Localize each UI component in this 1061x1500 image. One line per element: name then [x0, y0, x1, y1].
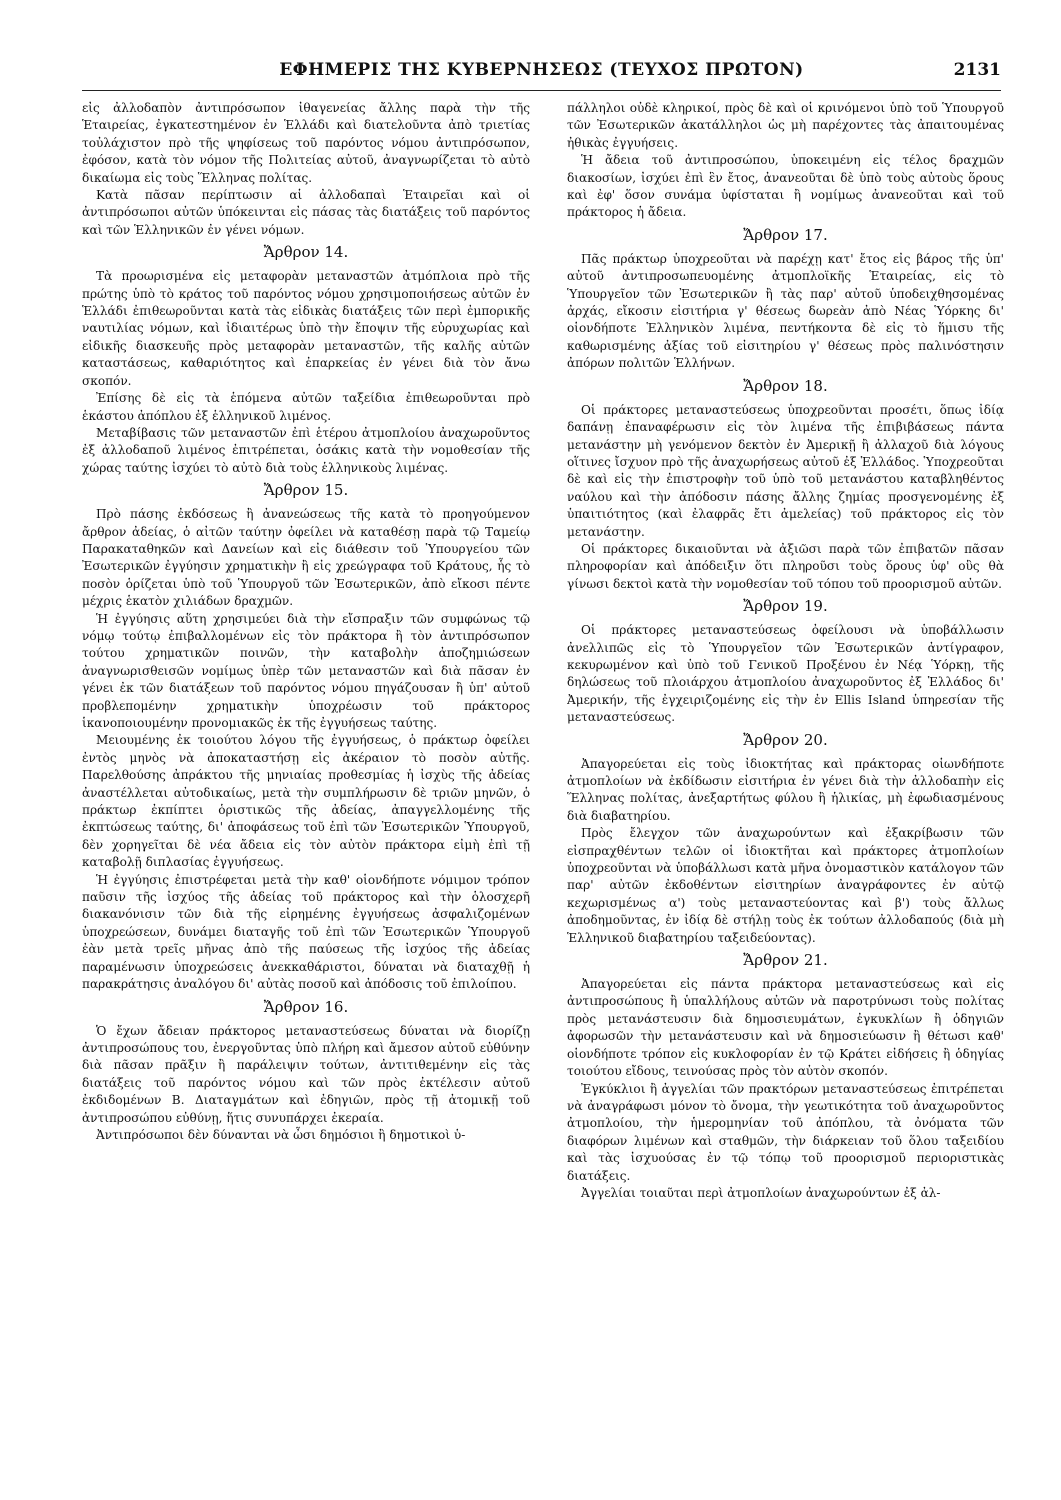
paragraph: Οἱ πράκτορες δικαιοῦνται νὰ ἀξιῶσι παρὰ τῶν ἐπιβατῶν πᾶσαν πληροφορίαν καὶ ἀπόδειξιν ὅτι πληροῦσι τοὺς ὅρους ὑφ' οὓς θὰ γίνωσι δεκτοὶ κατὰ τὴν νομοθεσίαν τοῦ τόπου τοῦ προορισμοῦ αὐτῶν.: [567, 541, 1004, 591]
paragraph: Οἱ πράκτορες μεταναστεύσεως ὑποχρεοῦνται προσέτι, ὅπως ἰδίᾳ δαπάνῃ ἐπαναφέρωσιν εἰς τὸν λιμένα τῆς ἐπιβιβάσεως πάντα μετανάστην μὴ γενόμενον δεκτὸν ἐν Ἀμερικῇ ἢ ἀλλαχοῦ διὰ λόγους οἵτινες ἴσχυον πρὸ τῆς ἀναχωρήσεως αὐτοῦ ἐξ Ἑλλάδος. Ὑποχρεοῦται δὲ καὶ εἰς τὴν ἐπιστροφὴν τοῦ ὑπὸ τοῦ μετανάστου καταβληθέντος ναύλου καὶ τὴν ἀπόδοσιν πάσης ἄλλης ζημίας προσγενομένης ἐξ ὑπαιτιότητος (καὶ ἐλαφρᾶς ἔτι ἀμελείας) τοῦ πράκτορος εἰς τὸν μετανάστην.: [567, 402, 1004, 539]
paragraph: Ἀπαγορεύεται εἰς πάντα πράκτορα μεταναστεύσεως καὶ εἰς ἀντιπροσώπους ἢ ὑπαλλήλους αὐτῶν νὰ παροτρύνωσι τοὺς πολίτας πρὸς μετανάστευσιν διὰ δημοσιευμάτων, ἐγκυκλίων ἢ ὁδηγιῶν ἀφορωσῶν τὴν μετανάστευσιν καὶ νὰ δημοσιεύωσιν ἢ θέτωσι καθ' οἱονδήποτε τρόπον εἰς κυκλοφορίαν ἐν τῷ Κράτει εἰδήσεις ἢ ὁδηγίας τοιούτου εἴδους, τεινούσας πρὸς τὸν αὐτὸν σκοπόν.: [567, 977, 1004, 1079]
paragraph: Ἡ ἄδεια τοῦ ἀντιπροσώπου, ὑποκειμένη εἰς τέλος δραχμῶν διακοσίων, ἰσχύει ἐπὶ ἓν ἔτος, ἀνανεοῦται δὲ ὑπὸ τοὺς αὐτοὺς ὅρους καὶ ἐφ' ὅσον συνάμα ὑφίσταται ἢ νομίμως ἀνανεοῦται καὶ τοῦ πράκτορος ἡ ἄδεια.: [567, 153, 1004, 220]
paragraph: Κατὰ πᾶσαν περίπτωσιν αἱ ἀλλοδαπαὶ Ἑταιρεῖαι καὶ οἱ ἀντιπρόσωποι αὐτῶν ὑπόκεινται εἰς πάσας τὰς διατάξεις τοῦ παρόντος καὶ τῶν Ἑλληνικῶν ἐν γένει νόμων.: [82, 188, 530, 237]
article-heading-16: Ἄρθρον 16.: [263, 997, 349, 1016]
paragraph: Μεταβίβασις τῶν μεταναστῶν ἐπὶ ἑτέρου ἀτμοπλοίου ἀναχωροῦντος ἐξ ἀλλοδαποῦ λιμένος ἐπιτρέπεται, ὁσάκις κατὰ τὴν νομοθεσίαν τῆς χώρας ταύτης ἰσχύει τὸ αὐτὸ διὰ τοὺς ἑλληνικοὺς λιμένας.: [82, 425, 530, 475]
paragraph: Οἱ πράκτορες μεταναστεύσεως ὀφείλουσι νὰ ὑποβάλλωσιν ἀνελλιπῶς εἰς τὸ Ὑπουργεῖον τῶν Ἐσωτερικῶν ἀντίγραφον, κεκυρωμένον καὶ ὑπὸ τοῦ Γενικοῦ Προξένου ἐν Νέᾳ Ὑόρκῃ, τῆς δηλώσεως τοῦ πλοιάρχου ἀτμοπλοίου ἀναχωροῦντος ἐξ Ἑλλάδος δι' Ἀμερικήν, τῆς ἐγχειριζομένης εἰς τὴν ἐν Ellis Island ὑπηρεσίαν τῆς μεταναστεύσεως.: [567, 623, 1004, 725]
paragraph: Ἐπίσης δὲ εἰς τὰ ἑπόμενα αὐτῶν ταξείδια ἐπιθεωροῦνται πρὸ ἑκάστου ἀπόπλου ἐξ ἑλληνικοῦ λιμένος.: [82, 391, 530, 423]
paragraph: εἰς ἀλλοδαπὸν ἀντιπρόσωπον ἰθαγενείας ἄλλης παρὰ τὴν τῆς Ἑταιρείας, ἐγκατεστημένον ἐν Ἑλλάδι καὶ διατελοῦντα ἀπὸ τριετίας τοὐλάχιστον πρὸ τῆς ψηφίσεως τοῦ παρόντος νόμου ἀντιπρόσωπον, ἐφόσον, κατὰ τὸν νόμον τῆς Πολιτείας αὐτοῦ, ἀναγνωρίζεται τὸ αὐτὸ δικαίωμα εἰς τοὺς Ἕλληνας πολίτας.: [82, 101, 530, 185]
article-heading-15: Ἄρθρον 15.: [263, 481, 349, 500]
paragraph: Ὁ ἔχων ἄδειαν πράκτορος μεταναστεύσεως δύναται νὰ διορίζῃ ἀντιπροσώπους του, ἐνεργοῦντας ὑπὸ πλήρη καὶ ἄμεσον αὐτοῦ εὐθύνην διὰ πᾶσαν πρᾶξιν ἢ παράλειψιν τούτων, ἀντιτιθεμένην εἰς τὰς διατάξεις τοῦ παρόντος νόμου καὶ τῶν πρὸς ἐκτέλεσιν αὐτοῦ ἐκδιδομένων Β. Διαταγμάτων καὶ ἐδηγιῶν, πρὸς τῇ ἀτομικῇ τοῦ ἀντιπροσώπου εὐθύνῃ, ἥτις συνυπάρχει ἐκεραία.: [82, 1023, 530, 1125]
paragraph: Πρὸς ἔλεγχον τῶν ἀναχωρούντων καὶ ἐξακρίβωσιν τῶν εἰσπραχθέντων τελῶν οἱ ἰδιοκτῆται καὶ πράκτορες ἀτμοπλοίων ὑποχρεοῦνται νὰ ὑποβάλλωσι κατὰ μῆνα ὀνομαστικὸν κατάλογον τῶν παρ' αὐτῶν ἐκδοθέντων εἰσιτηρίων ἀναγράφοντες ἐν αὐτῷ κεχωρισμένως α') τοὺς μεταναστεύοντας καὶ β') τοὺς ἄλλως ἀποδημοῦντας, ἐν ἰδίᾳ δὲ στήλῃ τοὺς ἐκ τούτων ἀλλοδαπούς (διὰ μὴ Ἑλληνικοῦ διαβατηρίου ταξειδεύοντας).: [567, 826, 1004, 945]
header-rule: [82, 90, 1001, 91]
paragraph: Πρὸ πάσης ἐκδόσεως ἢ ἀνανεώσεως τῆς κατὰ τὸ προηγούμενον ἄρθρον ἀδείας, ὁ αἰτῶν ταύτην ὀφείλει νὰ καταθέσῃ παρὰ τῷ Ταμείῳ Παρακαταθηκῶν καὶ Δανείων καὶ εἰς διάθεσιν τοῦ Ὑπουργείου τῶν Ἐσωτερικῶν ἐγγύησιν χρηματικὴν ἢ εἰς χρεώγραφα τοῦ Κράτους, ἧς τὸ ποσὸν ὁρίζεται ὑπὸ τοῦ Ὑπουργοῦ τῶν Ἐσωτερικῶν, ἀπὸ εἴκοσι πέντε μέχρις ἑκατὸν χιλιάδων δραχμῶν.: [82, 507, 530, 609]
paragraph: Ἀγγελίαι τοιαῦται περὶ ἀτμοπλοίων ἀναχωρούντων ἐξ ἀλ-: [581, 1185, 941, 1200]
gazette-title: ΕΦΗΜΕΡΙΣ ΤΗΣ ΚΥΒΕΡΝΗΣΕΩΣ (ΤΕΥΧΟΣ ΠΡΩΤΟΝ): [279, 60, 804, 80]
article-heading-21: Ἄρθρον 21.: [743, 951, 828, 970]
right-column: [567, 100, 1004, 1490]
article-heading-20: Ἄρθρον 20.: [743, 730, 828, 749]
paragraph: πάλληλοι οὐδὲ κληρικοί, πρὸς δὲ καὶ οἱ κρινόμενοι ὑπὸ τοῦ Ὑπουργοῦ τῶν Ἐσωτερικῶν ἀκατάλληλοι ὡς μὴ παρέχοντες τὰς ἀπαιτουμένας ἠθικὰς ἐγγυήσεις.: [567, 101, 1004, 150]
paragraph: Ἀπαγορεύεται εἰς τοὺς ἰδιοκτήτας καὶ πράκτορας οἱωνδήποτε ἀτμοπλοίων νὰ ἐκδίδωσιν εἰσιτήρια ἐν γένει διὰ τὴν ἀλλοδαπὴν εἰς Ἕλληνας πολίτας, ἀνεξαρτήτως φύλου ἢ ἡλικίας, μὴ ἐφωδιασμένους διὰ διαβατηρίου.: [567, 756, 1004, 823]
paragraph: Ἡ ἐγγύησις ἐπιστρέφεται μετὰ τὴν καθ' οἱονδήποτε νόμιμον τρόπον παῦσιν τῆς ἰσχύος τῆς ἀδείας τοῦ πράκτορος καὶ τὴν ὁλοσχερῆ διακανόνισιν τῶν διὰ τῆς εἰρημένης ἐγγυήσεως ἀσφαλιζομένων ὑποχρεώσεων, δυνάμει διαταγῆς τοῦ ἐπὶ τῶν Ἐσωτερικῶν Ὑπουργοῦ ἐὰν μετὰ τρεῖς μῆνας ἀπὸ τῆς παύσεως τῆς ἰσχύος τῆς ἀδείας παραμένωσιν ὑποχρεώσεις ἀνεκκαθάριστοι, δύναται νὰ διαταχθῇ ἡ παρακράτησις ἀναλόγου δι' αὐτὰς ποσοῦ καὶ ἀπόδοσις τοῦ ἐπιλοίπου.: [82, 872, 530, 992]
page-header: [82, 60, 1001, 88]
article-heading-17: Ἄρθρον 17.: [743, 225, 828, 244]
article-heading-14: Ἄρθρον 14.: [263, 243, 349, 262]
left-column: [82, 100, 530, 1490]
paragraph: Ἡ ἐγγύησις αὕτη χρησιμεύει διὰ τὴν εἴσπραξιν τῶν συμφώνως τῷ νόμῳ τούτῳ ἐπιβαλλομένων εἰς τὸν πράκτορα ἢ τὸν ἀντιπρόσωπον τούτου χρηματικῶν ποινῶν, τὴν καταβολὴν ἀποζημιώσεων ἀναγνωρισθεισῶν νομίμως ὑπὲρ τῶν μεταναστῶν καὶ διὰ πᾶσαν ἐν γένει ἐκ τῶν διατάξεων τοῦ παρόντος νόμου πηγάζουσαν ἢ ὑπ' αὐτοῦ προβλεπομένην χρηματικὴν ὑποχρέωσιν τοῦ πράκτορος ἱκανοποιουμένην προνομιακῶς ἐκ τῆς ἐγγυήσεως ταύτης.: [82, 611, 530, 730]
article-heading-18: Ἄρθρον 18.: [743, 376, 828, 395]
paragraph: Τὰ προωρισμένα εἰς μεταφορὰν μεταναστῶν ἀτμόπλοια πρὸ τῆς πρώτης ὑπὸ τὸ κράτος τοῦ παρόντος νόμου χρησιμοποιήσεως αὐτῶν ἐν Ἑλλάδι ἐπιθεωροῦνται κατὰ τὰς εἰδικὰς διατάξεις τῶν περὶ ἐμπορικῆς ναυτιλίας νόμων, καὶ ἰδιαιτέρως ὑπὸ τὴν ἔποψιν τῆς εὐρυχωρίας καὶ εἰδικῆς διασκευῆς πρὸς μεταφορὰν μεταναστῶν, τῆς καλῆς αὐτῶν καταστάσεως, καθαριότητος καὶ ἐπαρκείας ἐν γένει διὰ τὸν ἄνω σκοπόν.: [82, 269, 530, 388]
paragraph: Ἀντιπρόσωποι δὲν δύνανται νὰ ὦσι δημόσιοι ἢ δημοτικοὶ ὑ-: [96, 1127, 466, 1142]
article-heading-19: Ἄρθρον 19.: [743, 597, 828, 616]
page-number: 2131: [953, 60, 1001, 80]
paragraph: Μειουμένης ἐκ τοιούτου λόγου τῆς ἐγγυήσεως, ὁ πράκτωρ ὀφείλει ἐντὸς μηνὸς νὰ ἀποκαταστήσῃ εἰς ἀκέραιον τὸ ποσὸν αὐτῆς. Παρελθούσης ἀπράκτου τῆς μηνιαίας προθεσμίας ἡ ἰσχὺς τῆς ἀδείας ἀναστέλλεται αὐτοδικαίως, μετὰ τὴν συμπλήρωσιν δὲ τριῶν μηνῶν, ὁ πράκτωρ ἐκπίπτει ὁριστικῶς τῆς ἀδείας, ἀπαγγελλομένης τῆς ἐκπτώσεως ταύτης, δι' ἀποφάσεως τοῦ ἐπὶ τῶν Ἐσωτερικῶν Ὑπουργοῦ, δὲν χορηγεῖται δὲ νέα ἄδεια εἰς τὸν αὐτὸν πράκτορα εἰμὴ ἐπὶ τῇ καταβολῇ διπλασίας ἐγγυήσεως.: [82, 733, 530, 870]
paragraph: Πᾶς πράκτωρ ὑποχρεοῦται νὰ παρέχῃ κατ' ἔτος εἰς βάρος τῆς ὑπ' αὐτοῦ ἀντιπροσωπευομένης ἀτμοπλοϊκῆς Ἑταιρείας, εἰς τὸ Ὑπουργεῖον τῶν Ἐσωτερικῶν ἢ τὰς παρ' αὐτοῦ ὑποδειχθησομένας ἀρχάς, εἴκοσιν εἰσιτήρια γ' θέσεως δωρεὰν ἀπὸ Νέας Ὑόρκης δι' οἱονδήποτε Ἑλληνικὸν λιμένα, πεντήκοντα δὲ εἰς τὸ ἥμισυ τῆς καθωρισμένης ἀξίας τοῦ εἰσιτηρίου γ' θέσεως πρὸς παλινόστησιν ἀπόρων πολιτῶν Ἑλλήνων.: [567, 251, 1004, 371]
paragraph: Ἐγκύκλιοι ἢ ἀγγελίαι τῶν πρακτόρων μεταναστεύσεως ἐπιτρέπεται νὰ ἀναγράφωσι μόνον τὸ ὄνομα, τὴν γεωτικότητα τοῦ ἀναχωροῦντος ἀτμοπλοίου, τὴν ἡμερομηνίαν τοῦ ἀπόπλου, τὰ ὀνόματα τῶν διαφόρων λιμένων καὶ σταθμῶν, τὴν διάρκειαν τοῦ ὅλου ταξειδίου καὶ τὰς ἰσχυούσας ἐν τῷ τόπῳ τοῦ προορισμοῦ περιοριστικὰς διατάξεις.: [567, 1081, 1004, 1183]
